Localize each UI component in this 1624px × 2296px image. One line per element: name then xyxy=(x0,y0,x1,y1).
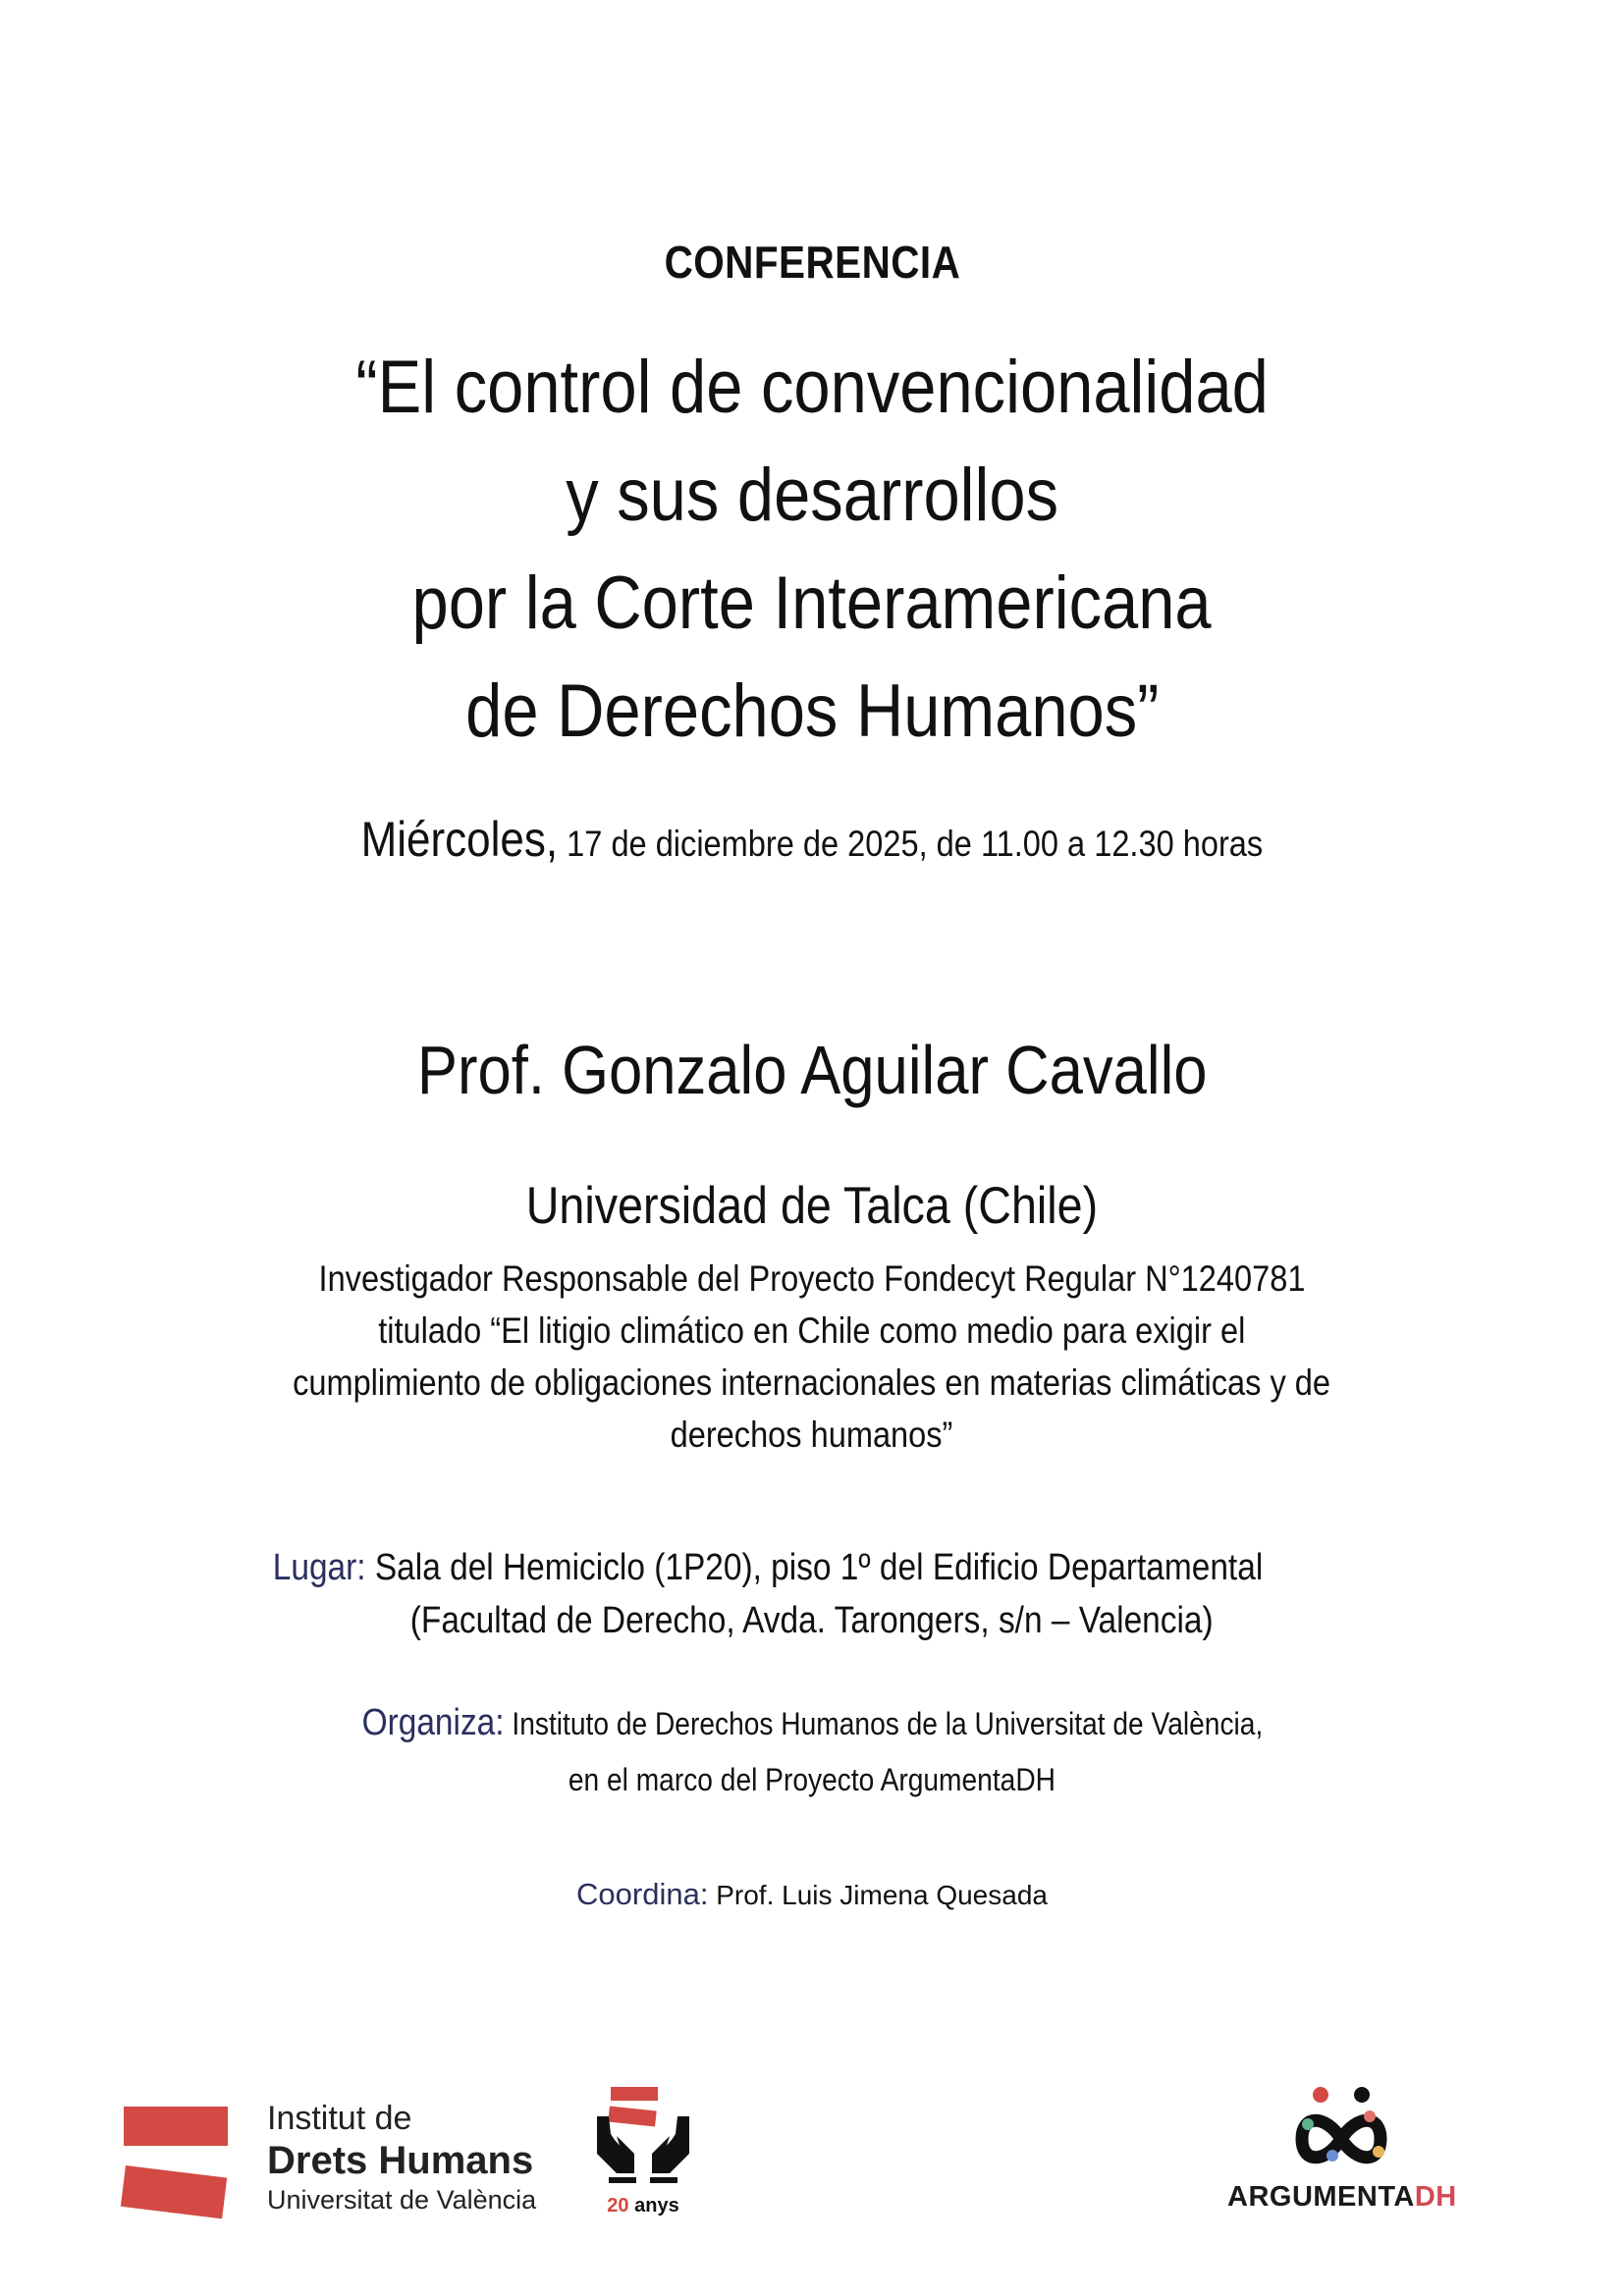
description-line: cumplimiento de obligaciones internacionales en materias climáticas y de xyxy=(293,1362,1331,1403)
institut-drets-humans-logo xyxy=(120,2099,542,2226)
organizer-section xyxy=(0,1698,1624,1811)
argumentadh-logo xyxy=(1227,2085,1473,2222)
infinity-people-icon xyxy=(1227,2085,1453,2178)
venue-label: Lugar: xyxy=(272,1547,366,1588)
event-type-heading xyxy=(0,236,1624,289)
anniversary-number: 20 xyxy=(607,2195,629,2216)
speaker-name xyxy=(0,1031,1624,1109)
venue-line2: (Facultad de Derecho, Avda. Tarongers, s/n – Valencia) xyxy=(410,1600,1214,1641)
speaker-affiliation xyxy=(0,1176,1624,1236)
description-line: titulado “El litigio climático en Chile como medio para exigir el xyxy=(378,1310,1246,1351)
anniversary-word: anys xyxy=(628,2195,679,2216)
title-line: y sus desarrollos xyxy=(566,454,1058,537)
description-line: Investigador Responsable del Proyecto Fondecyt Regular N°1240781 xyxy=(318,1258,1306,1299)
title-line: de Derechos Humanos” xyxy=(464,669,1160,753)
date-time: 17 de diciembre de 2025, de 11.00 a 12.30 horas xyxy=(558,824,1264,864)
argumentadh-wordmark xyxy=(1227,2181,1457,2214)
venue-line1: Sala del Hemiciclo (1P20), piso 1º del Edificio Departamental xyxy=(365,1547,1264,1588)
wordmark-accent: DH xyxy=(1414,2181,1457,2213)
affiliation-text: Universidad de Talca (Chile) xyxy=(525,1177,1099,1235)
speaker-description xyxy=(0,1253,1624,1461)
weekday: Miércoles, xyxy=(360,812,559,867)
hands-holding-icon xyxy=(589,2085,697,2193)
venue-section xyxy=(0,1541,1624,1647)
organizer-line1: Instituto de Derechos Humanos de la Universitat de València, xyxy=(504,1706,1263,1741)
coordinator-section xyxy=(0,1877,1624,1912)
organizer-label: Organiza: xyxy=(361,1702,505,1743)
conference-title xyxy=(0,334,1624,766)
wordmark-main: ARGUMENTA xyxy=(1227,2181,1415,2213)
logo-line2: Drets Humans xyxy=(267,2139,534,2182)
event-date xyxy=(0,811,1624,868)
twenty-years-logo xyxy=(589,2085,697,2222)
logo-line3: Universitat de València xyxy=(267,2185,537,2215)
title-line: por la Corte Interamericana xyxy=(411,561,1213,645)
coordinator-name: Prof. Luis Jimena Quesada xyxy=(708,1880,1048,1910)
anniversary-text xyxy=(589,2195,697,2217)
red-bar-icon xyxy=(121,2165,227,2218)
coordinator-label: Coordina: xyxy=(576,1877,709,1911)
title-line: “El control de convencionalidad xyxy=(355,346,1269,429)
speaker-text: Prof. Gonzalo Aguilar Cavallo xyxy=(416,1032,1208,1108)
kicker-text: CONFERENCIA xyxy=(664,237,960,288)
red-bar-icon xyxy=(124,2107,228,2146)
organizer-line2: en el marco del Proyecto ArgumentaDH xyxy=(568,1762,1056,1797)
logo-line1: Institut de xyxy=(267,2100,412,2137)
description-line: derechos humanos” xyxy=(671,1415,953,1455)
